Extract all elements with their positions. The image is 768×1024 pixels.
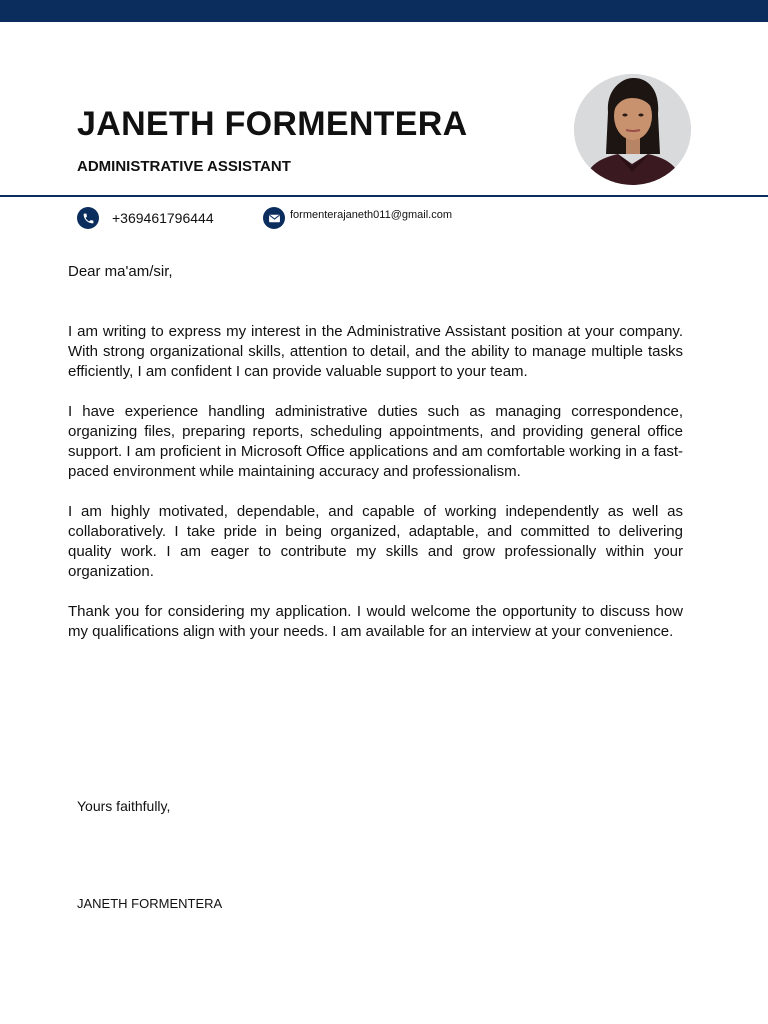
email-address: formenterajaneth011@gmail.com	[290, 209, 452, 221]
envelope-icon	[263, 207, 285, 229]
top-accent-bar	[0, 0, 768, 22]
salutation: Dear ma'am/sir,	[68, 263, 173, 280]
letter-paragraph: Thank you for considering my application. I would welcome the opportunity to discuss how my qualifications align with your needs. I am available for an interview at your convenience.	[68, 603, 683, 640]
email-contact	[263, 207, 452, 229]
letter-paragraph: I am writing to express my interest in the Administrative Assistant position at your company. With strong organizational skills, attention to detail, and the ability to manage multiple tasks efficiently, I am confident I can provide valuable support to your team.	[68, 323, 683, 380]
profile-photo	[574, 74, 691, 185]
header-divider	[0, 195, 768, 197]
letter-paragraph: I have experience handling administrative duties such as managing correspondence, organizing files, preparing reports, scheduling appointments, and providing general office support. I am proficient in Microsoft Office applications and am comfortable working in a fast-paced environment while maintaining accuracy and professionalism.	[68, 403, 683, 480]
phone-contact	[77, 207, 214, 229]
signature-name: JANETH FORMENTERA	[77, 896, 223, 911]
job-title: ADMINISTRATIVE ASSISTANT	[77, 158, 291, 175]
closing: Yours faithfully,	[77, 798, 171, 814]
applicant-name: JANETH FORMENTERA	[77, 105, 468, 143]
letter-body	[68, 322, 683, 662]
phone-number: +369461796444	[112, 210, 214, 226]
letter-paragraph: I am highly motivated, dependable, and capable of working independently as well as collaboratively. I take pride in being organized, adaptable, and committed to delivering quality work. I am eager to contribute my skills and grow professionally within your organization.	[68, 503, 683, 580]
phone-icon	[77, 207, 99, 229]
